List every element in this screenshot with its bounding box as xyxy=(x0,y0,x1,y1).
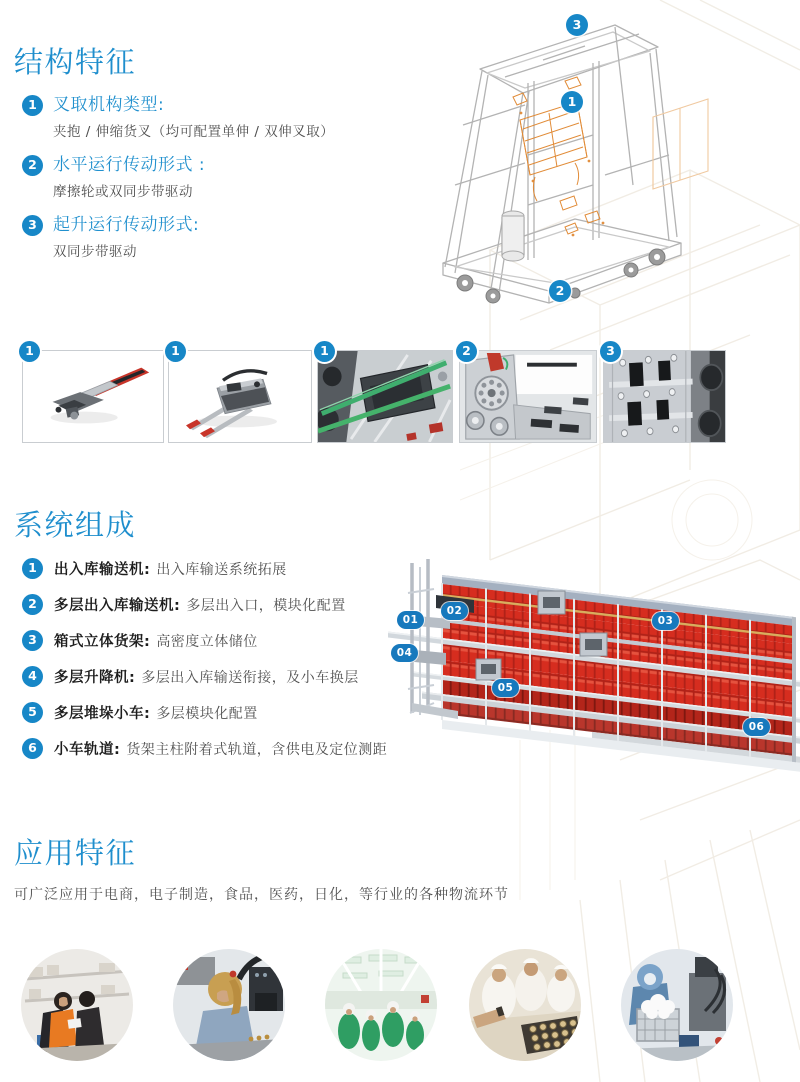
feature-item-horizontal-drive xyxy=(22,155,334,201)
diagram-callout-horizontal-drive: 2 xyxy=(549,280,571,302)
system-description: 多层出入库输送衔接，及小车换层 xyxy=(141,670,359,686)
photo-number-badge: 1 xyxy=(165,341,186,362)
component-photo-telescopic-fork-b xyxy=(168,343,312,443)
feature-heading: 起升运行传动形式: xyxy=(53,215,200,235)
system-heading: 箱式立体货架: xyxy=(54,634,151,650)
render-label-shuttle-cart: 05 xyxy=(492,679,519,697)
structure-section-title: 结构特征 xyxy=(14,45,137,79)
photo-illustration xyxy=(169,351,311,442)
number-badge: 2 xyxy=(22,155,43,176)
structure-feature-list xyxy=(22,95,334,261)
photo-illustration xyxy=(318,351,452,442)
system-item-lift xyxy=(22,666,387,687)
system-item-cart-rail xyxy=(22,738,387,759)
system-description: 货架主柱附着式轨道，含供电及定位测距 xyxy=(126,742,388,758)
number-badge: 4 xyxy=(22,666,43,687)
stacker-machine-diagram xyxy=(425,5,710,320)
feature-heading: 水平运行传动形式 : xyxy=(53,155,206,175)
photo-illustration xyxy=(23,351,163,442)
system-heading: 多层堆垛小车: xyxy=(54,706,151,722)
application-description: 可广泛应用于电商，电子制造，食品，医药，日化，等行业的各种物流环节 xyxy=(14,887,509,903)
render-label-rack: 03 xyxy=(652,612,679,630)
system-description: 多层出入口，模块化配置 xyxy=(186,598,346,614)
number-badge: 5 xyxy=(22,702,43,723)
photo-illustration xyxy=(621,949,733,1061)
system-description: 多层模块化配置 xyxy=(156,706,258,722)
number-badge: 3 xyxy=(22,215,43,236)
feature-item-lift-drive xyxy=(22,215,334,261)
system-item-rack xyxy=(22,630,387,651)
circle-photo-daily-chemical xyxy=(621,949,733,1061)
component-photo-fork-on-machine xyxy=(317,343,453,443)
photo-illustration xyxy=(325,949,437,1061)
photo-illustration xyxy=(604,351,725,442)
photo-number-badge: 1 xyxy=(19,341,40,362)
photo-illustration xyxy=(21,949,133,1061)
feature-description: 摩擦轮或双同步带驱动 xyxy=(53,184,193,200)
feature-description: 双同步带驱动 xyxy=(53,244,137,260)
system-component-list xyxy=(22,558,387,759)
feature-description: 夹抱 / 伸缩货叉（均可配置单伸 / 双伸叉取） xyxy=(53,124,335,140)
render-label-multilevel-conveyor: 02 xyxy=(441,602,468,620)
system-item-multilevel-conveyor xyxy=(22,594,387,615)
circle-photo-food-production xyxy=(325,949,437,1061)
photo-number-badge: 3 xyxy=(600,341,621,362)
system-description: 出入库输送系统拓展 xyxy=(156,562,287,578)
system-heading: 出入库输送机: xyxy=(54,562,151,578)
system-item-conveyor xyxy=(22,558,387,579)
system-section-title: 系统组成 xyxy=(14,508,137,542)
component-photo-friction-wheel-drive xyxy=(459,343,597,443)
rack-render-illustration xyxy=(388,553,800,793)
diagram-callout-lift-drive: 3 xyxy=(566,14,588,36)
system-item-shuttle-cart xyxy=(22,702,387,723)
number-badge: 2 xyxy=(22,594,43,615)
number-badge: 1 xyxy=(22,558,43,579)
feature-heading: 叉取机构类型: xyxy=(53,95,165,115)
component-photo-timing-belt-lift xyxy=(603,343,726,443)
render-label-conveyor: 01 xyxy=(397,611,424,629)
system-description: 高密度立体储位 xyxy=(156,634,258,650)
circle-photo-electronics-manufacturing xyxy=(173,949,285,1061)
application-section-title: 应用特征 xyxy=(14,836,137,870)
rack-system-render xyxy=(388,553,800,793)
render-label-lift: 04 xyxy=(391,644,418,662)
photo-illustration xyxy=(173,949,285,1061)
number-badge: 6 xyxy=(22,738,43,759)
render-label-cart-rail: 06 xyxy=(743,718,770,736)
photo-number-badge: 1 xyxy=(314,341,335,362)
feature-item-fork-type xyxy=(22,95,334,141)
circle-photo-pharmaceutical xyxy=(469,949,581,1061)
photo-illustration xyxy=(460,351,596,442)
system-heading: 小车轨道: xyxy=(54,742,121,758)
number-badge: 1 xyxy=(22,95,43,116)
photo-number-badge: 2 xyxy=(456,341,477,362)
system-heading: 多层升降机: xyxy=(54,670,136,686)
circle-photo-ecommerce-warehouse xyxy=(21,949,133,1061)
photo-illustration xyxy=(469,949,581,1061)
system-heading: 多层出入库输送机: xyxy=(54,598,181,614)
number-badge: 3 xyxy=(22,630,43,651)
component-photo-telescopic-fork-a xyxy=(22,343,164,443)
diagram-callout-fork: 1 xyxy=(561,91,583,113)
